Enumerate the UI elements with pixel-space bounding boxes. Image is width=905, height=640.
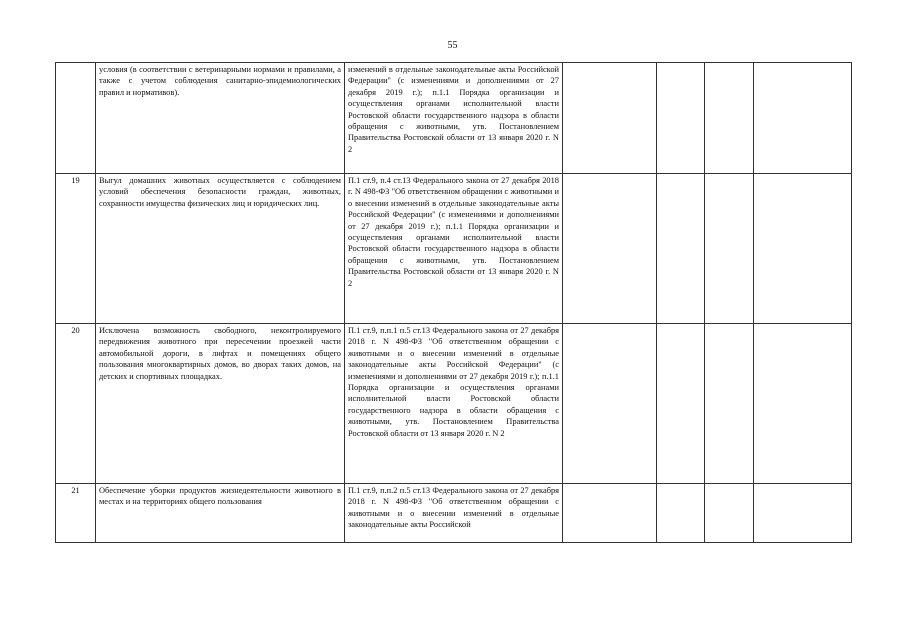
legal-basis-cell: изменений в отдельные законодательные акты Российской Федерации" (с изменениями и дополнениями от 27 декабря 2019 г.); п.1.1 Порядка организации и осуществления органами исполнительной власти Ростовской области государственного надзора в области обращения с животными, утв. Постановлением Правительства Ростовской области от 13 января 2020 г. N 2 — [345, 63, 563, 174]
legal-basis-cell: П.1 ст.9, п.4 ст.13 Федерального закона от 27 декабря 2018 г. N 498-ФЗ "Об ответственном обращении с животными и о внесении изменений в отдельные законодательные акты Российской Федерации" (с изменениями и дополнениями от 27 декабря 2019 г.); п.1.1 Порядка организации и осуществления органами исполнительной власти Ростовской области государственного надзора в области обращения с животными, утв. Постановлением Правительства Ростовской области от 13 января 2020 г. N 2 — [345, 174, 563, 324]
table-row — [56, 324, 852, 484]
answer-cell-na — [705, 324, 754, 484]
legal-basis-cell: П.1 ст.9, п.п.1 п.5 ст.13 Федерального закона от 27 декабря 2018 г. N 498-ФЗ "Об ответственном обращении с животными и о внесении изменений в отдельные законодательные акты Российской Федерации" (с изменениями и дополнениями от 27 декабря 2019 г.); п.1.1 Порядка организации и осуществления органами исполнительной власти Ростовской области государственного надзора в области обращения с животными, утв. Постановлением Правительства Ростовской области от 13 января 2020 г. N 2 — [345, 324, 563, 484]
table-row — [56, 484, 852, 543]
page-number: 55 — [447, 40, 458, 51]
legal-basis-cell — [345, 484, 563, 543]
legal-basis-text: П.1 ст.9, п.п.2 п.5 ст.13 Федерального закона от 27 декабря 2018 г. N 498-ФЗ "Об ответственном обращении с животными и о внесении изменений в отдельные законодательные акты Российской — [348, 486, 559, 530]
note-cell — [754, 63, 852, 174]
answer-cell-no — [657, 174, 705, 324]
requirement-cell: Исключена возможность свободного, неконтролируемого передвижения животного при пересечении проезжей части автомобильной дороги, в лифтах и помещениях общего пользования многоквартирных домов, во дворах таких домов, на детских и спортивных площадках. — [96, 324, 345, 484]
table-row — [56, 63, 852, 174]
row-number: 20 — [56, 324, 96, 484]
row-number — [56, 63, 96, 174]
answer-cell-na — [705, 63, 754, 174]
answer-cell-na — [705, 484, 754, 543]
note-cell — [754, 174, 852, 324]
answer-cell-no — [657, 484, 705, 543]
answer-cell-na — [705, 174, 754, 324]
answer-cell-yes — [563, 324, 657, 484]
requirement-cell: Обеспечение уборки продуктов жизнедеятельности животного в местах и на территориях общего пользования — [96, 484, 345, 543]
requirement-cell: Выгул домашних животных осуществляется с соблюдением условий обеспечения безопасности граждан, животных, сохранности имущества физических лиц и юридических лиц. — [96, 174, 345, 324]
note-cell — [754, 324, 852, 484]
answer-cell-no — [657, 63, 705, 174]
note-cell — [754, 484, 852, 543]
checklist-table — [55, 62, 852, 543]
requirement-cell: условия (в соответствии с ветеринарными нормами и правилами, а также с учетом соблюдения санитарно-эпидемиологических правил и нормативов). — [96, 63, 345, 174]
row-number: 19 — [56, 174, 96, 324]
row-number: 21 — [56, 484, 96, 543]
answer-cell-no — [657, 324, 705, 484]
answer-cell-yes — [563, 484, 657, 543]
answer-cell-yes — [563, 174, 657, 324]
table-row — [56, 174, 852, 324]
answer-cell-yes — [563, 63, 657, 174]
